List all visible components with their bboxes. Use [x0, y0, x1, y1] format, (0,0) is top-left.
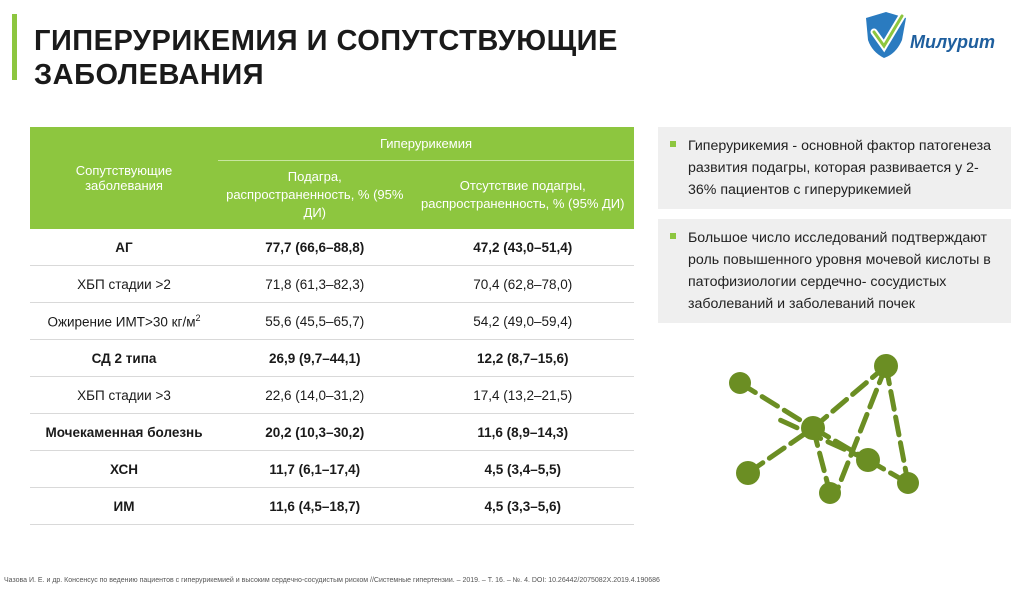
no-gout-value-cell: 11,6 (8,9–14,3) [412, 414, 634, 451]
table-row [30, 451, 634, 488]
table-row [30, 266, 634, 303]
logo [862, 10, 1012, 65]
network-node [856, 448, 880, 472]
key-point-text: Большое число исследований подтверждают роль повышенного уровня мочевой кислоты в патофизиологии сердечно- сосудистых заболеваний и заболеваний почек [688, 230, 991, 312]
network-graphic [718, 348, 933, 508]
table-body [30, 229, 634, 525]
gout-value-cell: 26,9 (9,7–44,1) [218, 340, 412, 377]
network-node [819, 482, 841, 504]
no-gout-value-cell: 17,4 (13,2–21,5) [412, 377, 634, 414]
bullet-marker [670, 233, 676, 239]
disease-cell: ХБП стадии >2 [30, 266, 218, 303]
disease-cell: АГ [30, 229, 218, 266]
gout-value-cell: 11,6 (4,5–18,7) [218, 488, 412, 525]
disease-cell: ХБП стадии >3 [30, 377, 218, 414]
column-header-diseases: Сопутствующие заболевания [30, 127, 218, 229]
source-footnote: Чазова И. Е. и др. Консенсус по ведению пациентов с гиперурикемией и высоким сердечно-сосудистым риском //Системные гипертензии. – 2019. – Т. 16. – №. 4. DOI: 10.26442/2075082X.2019.4.190686 [4, 577, 660, 584]
no-gout-value-cell: 12,2 (8,7–15,6) [412, 340, 634, 377]
table-row [30, 414, 634, 451]
key-points [658, 127, 1011, 333]
logo-text: Милурит [910, 32, 995, 52]
key-point-2 [658, 219, 1011, 323]
table-row [30, 488, 634, 525]
gout-value-cell: 77,7 (66,6–88,8) [218, 229, 412, 266]
no-gout-value-cell: 70,4 (62,8–78,0) [412, 266, 634, 303]
comorbidity-table [30, 127, 634, 525]
gout-value-cell: 71,8 (61,3–82,3) [218, 266, 412, 303]
gout-value-cell: 22,6 (14,0–31,2) [218, 377, 412, 414]
disease-cell: Ожирение ИМТ>30 $кг/м^2$ [30, 303, 218, 340]
no-gout-value-cell: 4,5 (3,3–5,6) [412, 488, 634, 525]
gout-value-cell: 20,2 (10,3–30,2) [218, 414, 412, 451]
key-point-1 [658, 127, 1011, 209]
column-group-header: Гиперурикемия [218, 127, 634, 161]
table-row [30, 229, 634, 266]
no-gout-value-cell: 54,2 (49,0–59,4) [412, 303, 634, 340]
column-header-gout: Подагра, распространенность, % (95% ДИ) [218, 161, 412, 230]
gout-value-cell: 55,6 (45,5–65,7) [218, 303, 412, 340]
title-accent-bar [12, 14, 17, 80]
network-node [801, 416, 825, 440]
gout-value-cell: 11,7 (6,1–17,4) [218, 451, 412, 488]
column-header-no-gout: Отсутствие подагры, распространенность, % (95% ДИ) [412, 161, 634, 230]
bullet-marker [670, 141, 676, 147]
checkmark-shield-icon [862, 10, 910, 60]
disease-cell: СД 2 типа [30, 340, 218, 377]
network-node [736, 461, 760, 485]
network-node [874, 354, 898, 378]
network-node [897, 472, 919, 494]
table-row [30, 340, 634, 377]
disease-cell: ХСН [30, 451, 218, 488]
disease-cell: ИМ [30, 488, 218, 525]
disease-cell: Мочекаменная болезнь [30, 414, 218, 451]
no-gout-value-cell: 47,2 (43,0–51,4) [412, 229, 634, 266]
key-point-text: Гиперурикемия - основной фактор патогенеза развития подагры, которая развивается у 2-36% пациентов с гиперурикемией [688, 138, 991, 198]
no-gout-value-cell: 4,5 (3,4–5,5) [412, 451, 634, 488]
table-row [30, 303, 634, 340]
table-row [30, 377, 634, 414]
page-title: ГИПЕРУРИКЕМИЯ И СОПУТСТВУЮЩИЕ ЗАБОЛЕВАНИЯ [34, 25, 618, 91]
network-node [729, 372, 751, 394]
